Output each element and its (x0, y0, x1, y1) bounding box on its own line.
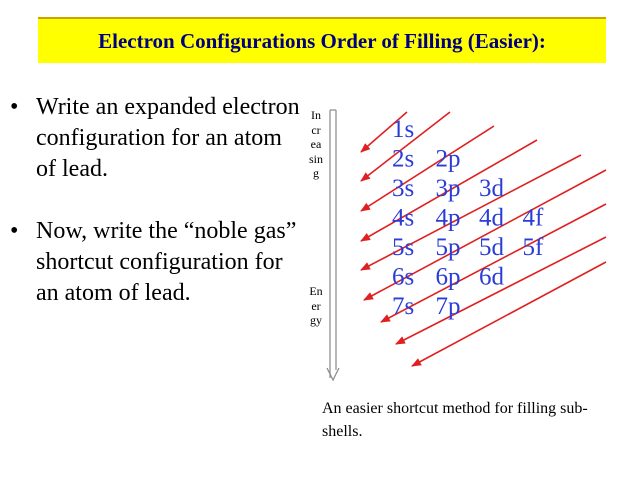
energy-axis-arrowhead (327, 368, 339, 380)
orbital-grid (392, 116, 544, 320)
orbital-5d: 5d (479, 234, 504, 261)
bullet-marker: • (10, 94, 19, 120)
orbital-7p: 7p (435, 293, 461, 320)
orbital-3s: 3s (392, 175, 415, 202)
orbital-6p: 6p (435, 263, 461, 291)
orbital-7s: 7s (392, 293, 415, 320)
orbital-6s: 6s (392, 263, 415, 291)
orbital-2s: 2s (392, 145, 415, 173)
orbital-5f: 5f (522, 234, 544, 261)
orbital-4p: 4p (435, 204, 461, 232)
axis-label-increasing: Increasing (309, 108, 324, 181)
energy-axis (327, 110, 339, 380)
orbital-5p: 5p (435, 234, 461, 261)
orbital-4f: 4f (522, 204, 544, 232)
axis-label-energy: Energy (309, 284, 323, 328)
bullet-text: Now, write the “noble gas” shortcut configuration for an atom of lead. (36, 218, 297, 306)
orbital-1s: 1s (392, 116, 415, 143)
orbital-4s: 4s (392, 204, 415, 232)
orbital-5s: 5s (392, 234, 415, 261)
bullet-text: Write an expanded electron configuration for an atom of lead. (36, 94, 300, 182)
orbital-2p: 2p (435, 145, 461, 173)
orbital-3d: 3d (479, 175, 504, 202)
filling-arrow (361, 126, 494, 211)
bullet-marker: • (10, 218, 19, 244)
orbital-3p: 3p (435, 175, 461, 202)
orbital-4d: 4d (479, 204, 504, 232)
caption: An easier shortcut method for filling sub-shells. (322, 400, 588, 440)
orbital-6d: 6d (479, 263, 504, 291)
slide-title: Electron Configurations Order of Filling (Easier): (98, 28, 546, 53)
